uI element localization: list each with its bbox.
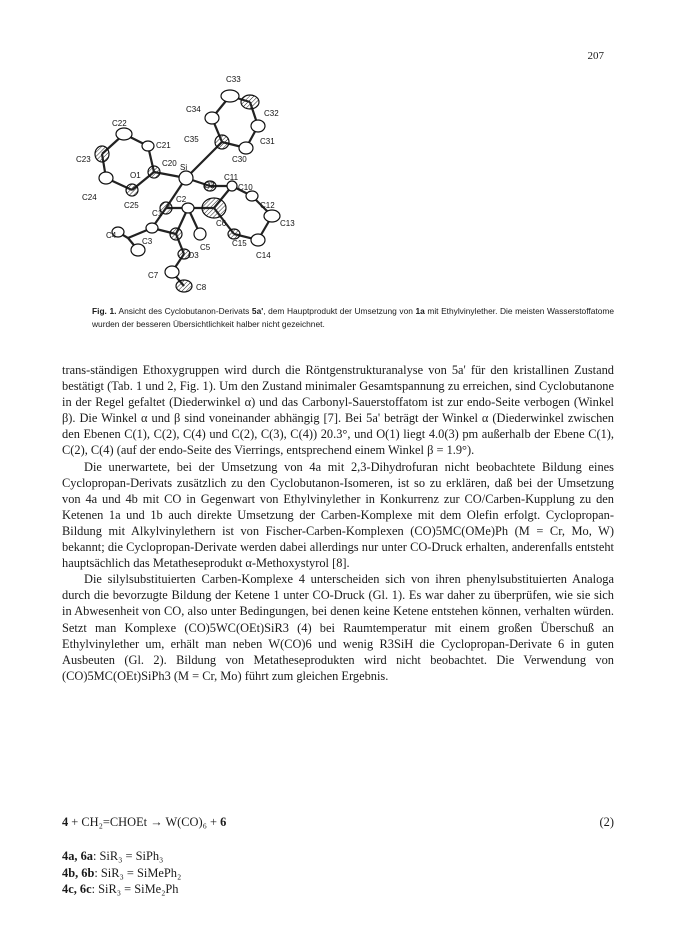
variant-label: 4b, 6b xyxy=(62,865,95,880)
label-c22: C22 xyxy=(112,119,127,128)
label-c35: C35 xyxy=(184,135,199,144)
label-o1: O1 xyxy=(130,171,141,180)
compound-variants xyxy=(62,848,181,898)
label-o2: O2 xyxy=(204,181,215,190)
variant-label: 4c, 6c xyxy=(62,882,92,896)
caption-compound-2: 1a xyxy=(415,306,425,316)
label-c25: C25 xyxy=(124,201,139,210)
label-c30: C30 xyxy=(232,155,247,164)
label-c3: C3 xyxy=(142,237,153,246)
label-o3: O3 xyxy=(188,251,199,260)
label-c11: C11 xyxy=(224,173,239,182)
figure-caption xyxy=(92,305,614,330)
caption-text-1: Ansicht des Cyclobutanon-Derivats xyxy=(116,306,252,316)
label-c24: C24 xyxy=(82,193,97,202)
label-c7: C7 xyxy=(148,271,159,280)
page-number: 207 xyxy=(587,50,604,62)
label-c1: C1 xyxy=(152,209,163,218)
label-c34: C34 xyxy=(186,105,201,114)
variant-formula: : SiR₃ = SiMePh₂ xyxy=(94,865,182,880)
caption-label: Fig. 1. xyxy=(92,306,117,316)
label-c8: C8 xyxy=(196,283,207,292)
equation-product-1: W(CO)₆ xyxy=(165,815,207,829)
label-c10: C10 xyxy=(238,183,253,192)
label-c12: C12 xyxy=(260,201,275,210)
body-text xyxy=(62,362,614,684)
label-c31: C31 xyxy=(260,137,275,146)
paragraph-1: trans-ständigen Ethoxygruppen wird durch die Röntgenstrukturanalyse von 5a' für den kristallinen Zustand bestätigt (Tab. 1 und 2, Fig. 1). Um den Zustand minimaler Gesamtspannung zu erreichen, sind Cyclobutanone in der Regel gefaltet (Diederwinkel α) und das Carbonyl-Sauerstoffatom ist zur endo-Seite verbogen (Winkel β). Die Winkel α und β sind voneinander abhängig [7]. Bei 5a' beträgt der Winkel α (Diederwinkel zwischen den Ebenen C(1), C(2), C(4) und C(2), C(3), C(4)) 20.3°, und O(1) liegt 4.0(3) pm außerhalb der Ebene C(1), C(2), C(4) (auf der endo-Seite des Vierrings, entsprechend einem Winkel β = 1.9°). xyxy=(62,363,614,458)
label-c4: C4 xyxy=(106,231,117,240)
equation-body xyxy=(62,815,226,830)
paragraph-3: Die silylsubstituierten Carben-Komplexe 4 unterscheiden sich von ihren phenylsubstituierten Analoga durch die bevorzugte Bildung der Ketene 1 unter CO-Druck (Gl. 1). Es war daher zu überprüfen, wie sie sich in Abwesenheit von CO, also unter Bedingungen, bei denen keine Ketene entstehen können, verhalten würden. Setzt man Komplexe (CO)5WC(OEt)SiR3 (4) bei Raumtemperatur mit einem großen Überschuß an Ethylvinylether um, erhält man neben W(CO)6 und wenig R3SiH die Cyclopropan-Derivate 6 in guten Ausbeuten (Gl. 2). Bildung von Metatheseprodukten wird nicht beobachtet. Die Verwendung von (CO)5MC(OEt)SiPh3 (M = Cr, Mo) führt zum gleichen Ergebnis. xyxy=(62,572,614,683)
label-c33: C33 xyxy=(226,75,241,84)
caption-text-2: , dem Hauptprodukt der Umsetzung von xyxy=(263,306,416,316)
label-c21: C21 xyxy=(156,141,171,150)
equation-plus-1: + xyxy=(68,815,82,829)
label-c32: C32 xyxy=(264,109,279,118)
label-c23: C23 xyxy=(76,155,91,164)
label-c20: C20 xyxy=(162,159,177,168)
equation-product-2: 6 xyxy=(220,815,227,829)
caption-compound-1: 5a' xyxy=(251,306,264,316)
equation-arrow: → xyxy=(147,815,166,829)
caption-text-3: mit Ethylvinylether. Die meisten Wasserstoffatome wurden der besseren Übersichtlichkeit halber nicht gezeichnet. xyxy=(92,306,614,329)
ortep-figure xyxy=(72,74,632,298)
label-si: Si xyxy=(180,163,188,172)
label-c14: C14 xyxy=(256,251,271,260)
equation-plus-2: + xyxy=(206,815,221,829)
equation-number: (2) xyxy=(599,815,614,829)
variant-item xyxy=(62,848,181,865)
label-c2: C2 xyxy=(176,195,187,204)
label-c15: C15 xyxy=(232,239,247,248)
variant-item xyxy=(62,865,181,882)
equation-reactant-2: CH₂=CHOEt xyxy=(81,815,148,829)
molecular-structure xyxy=(72,74,632,298)
variant-label: 4a, 6a xyxy=(62,849,93,863)
label-c6: C6 xyxy=(216,219,227,228)
label-c5: C5 xyxy=(200,243,211,252)
label-c13: C13 xyxy=(280,219,295,228)
equation-2 xyxy=(62,815,614,830)
paragraph-2: Die unerwartete, bei der Umsetzung von 4a mit 2,3-Dihydrofuran nicht beobachtete Bildung eines Cyclopropan-Derivats zusätzlich zu den Cyclobutanon-Isomeren, ist so zu erklären, daß bei der Umsetzung von 4a und 4b mit CO in Gegenwart von Ethylvinylether in Konkurrenz zur CO/Carben-Kupplung zu den Ketenen 1a und 1b auch direkte Umsetzung der Carben-Komplexe mit dem Olefin erfolgt. Cyclopropan-Bildung mit Alkylvinylethern ist von Fischer-Carben-Komplexen (CO)5MC(OMe)Ph (M = Cr, Mo, W) bekannt; die Cyclopropan-Derivate werden dabei allerdings nur unter CO-Druck erhalten, anderenfalls entsteht hauptsächlich das Metatheseprodukt α-Methoxystyrol [8]. xyxy=(62,459,614,571)
variant-item xyxy=(62,881,181,898)
variant-formula: : SiR₃ = SiPh₃ xyxy=(92,849,164,863)
equation-reactant-1: 4 xyxy=(62,815,69,829)
variant-formula: : SiR₃ = SiMe₂Ph xyxy=(91,882,179,896)
